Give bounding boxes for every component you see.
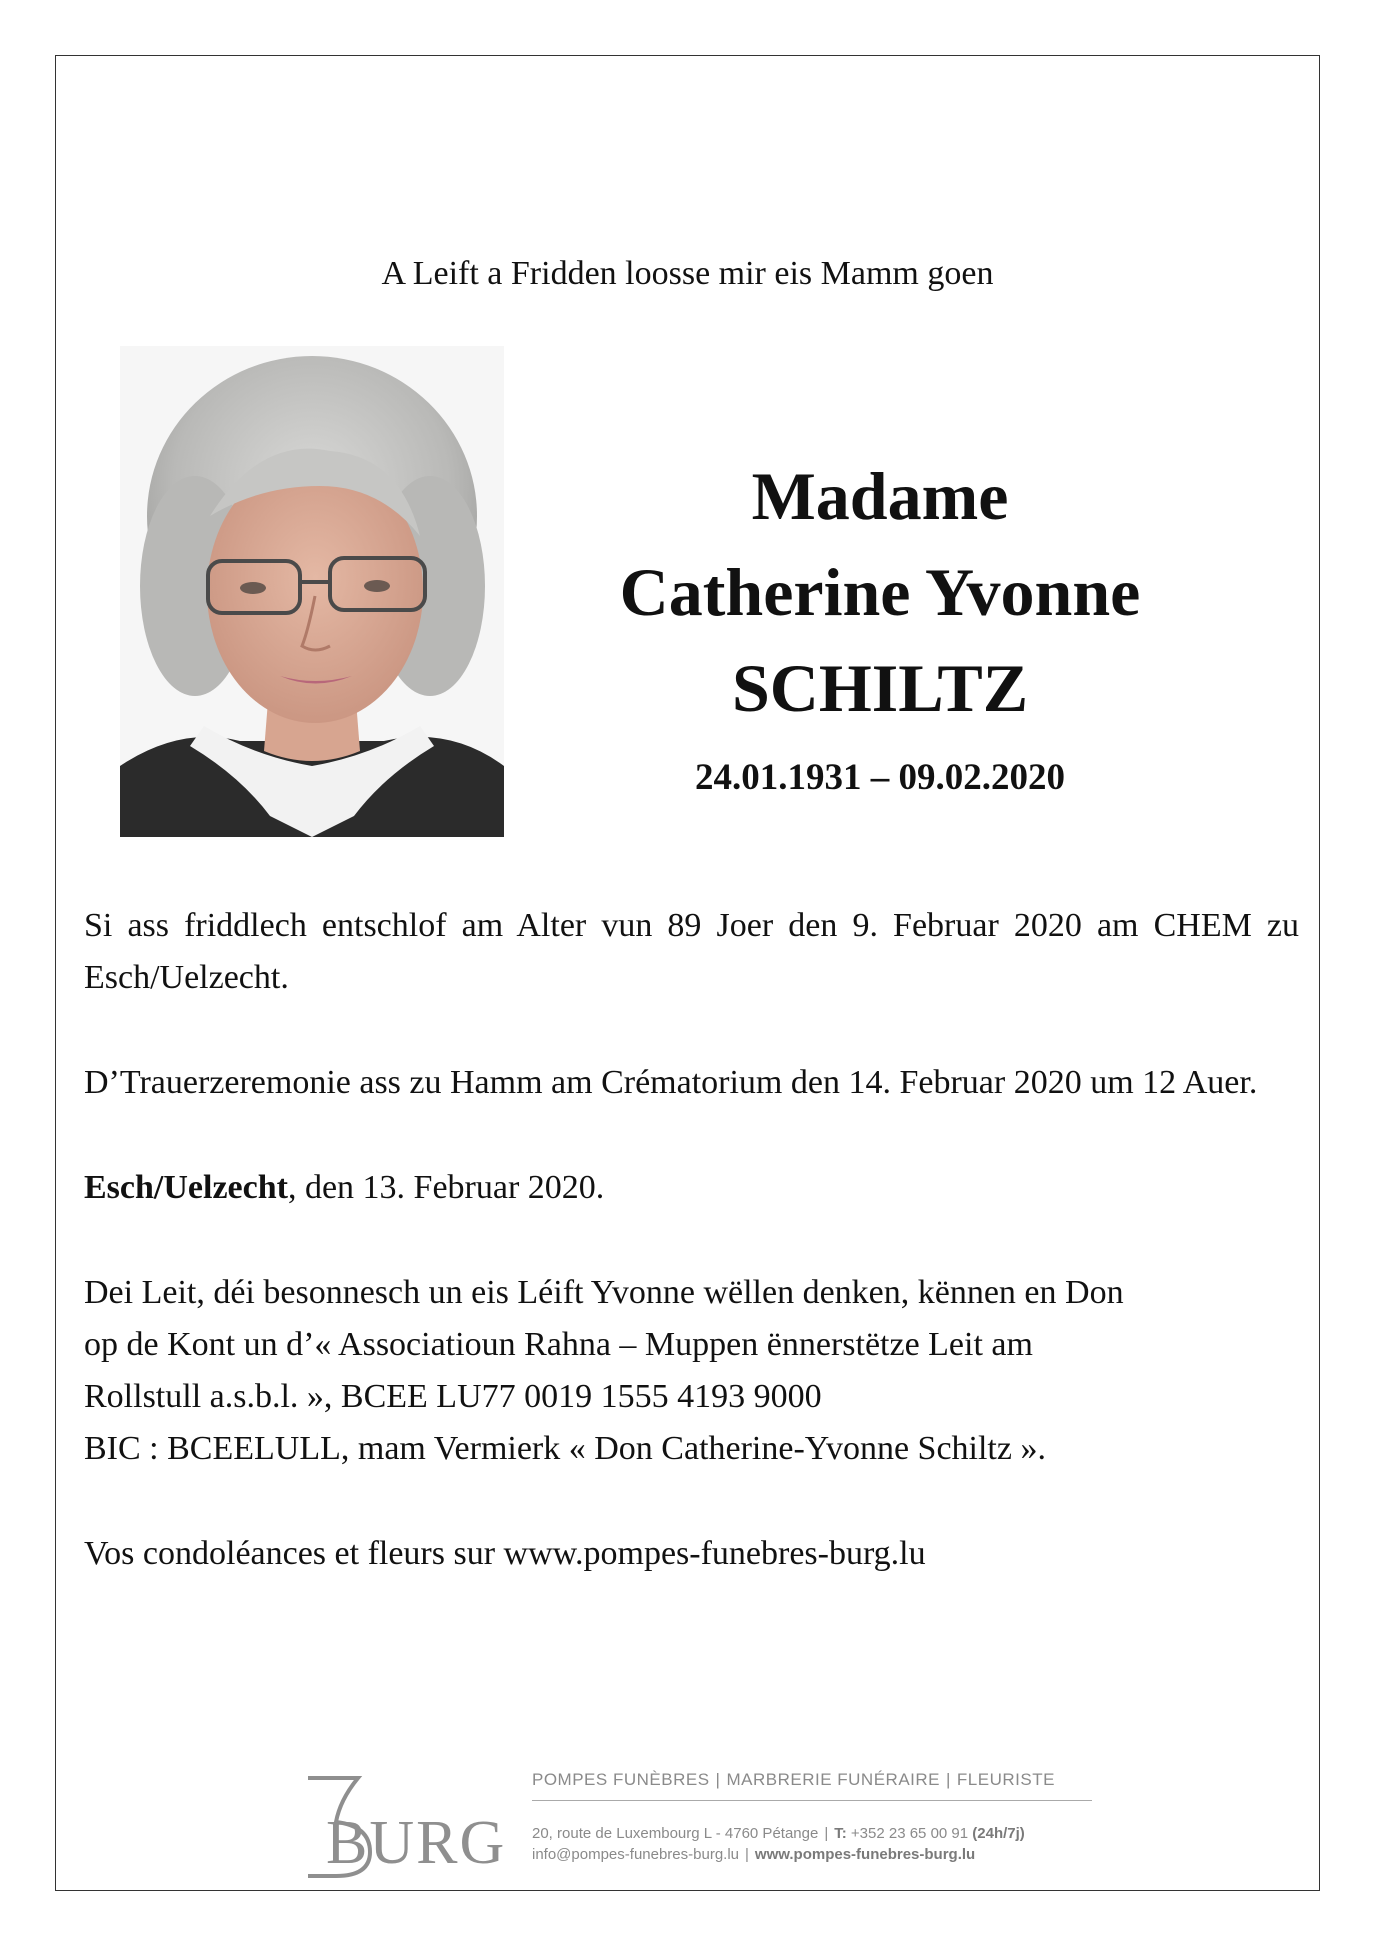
- life-dates: 24.01.1931 – 09.02.2020: [695, 757, 1065, 798]
- email-link[interactable]: info@pompes-funebres-burg.lu: [532, 1846, 740, 1863]
- deceased-name-block: [560, 448, 1200, 799]
- announcement-body: [84, 900, 1299, 1633]
- separator: |: [715, 1770, 721, 1789]
- service-marble: MARBRERIE FUNÉRAIRE: [726, 1770, 940, 1789]
- separator: |: [745, 1846, 749, 1863]
- condolences-paragraph: Vos condoléances et fleurs sur www.pompes-funebres-burg.lu: [84, 1535, 926, 1572]
- place-date-paragraph: [84, 1162, 1299, 1214]
- phone-number: +352 23 65 00 91: [850, 1825, 969, 1842]
- logo-wordmark: BURG: [326, 1809, 507, 1877]
- footer-info: [532, 1770, 1092, 1863]
- donation-line-1: Dei Leit, déi besonnesch un eis Léift Yvonne wëllen denken, kënnen en Don: [84, 1274, 1124, 1311]
- phone-label: T:: [834, 1825, 847, 1842]
- motto: A Leift a Fridden loosse mir eis Mamm goen: [381, 255, 994, 292]
- portrait-photo: [120, 346, 504, 837]
- portrait-illustration: [120, 346, 504, 837]
- service-florist: FLEURISTE: [956, 1770, 1055, 1789]
- donation-line-3: Rollstull a.s.b.l. », BCEE LU77 0019 1555 4193 9000: [84, 1378, 822, 1415]
- footer-contact-line: [532, 1846, 1092, 1863]
- footer-address-line: [532, 1825, 1092, 1842]
- phone-hours: (24h/7j): [972, 1825, 1025, 1842]
- ceremony-paragraph: D’Trauerzeremonie ass zu Hamm am Crématorium den 14. Februar 2020 um 12 Auer.: [84, 1064, 1258, 1101]
- burg-logo: [300, 1770, 507, 1880]
- service-funeral: POMPES FUNÈBRES: [532, 1770, 710, 1789]
- separator: |: [824, 1825, 829, 1842]
- footer: [300, 1770, 1300, 1880]
- place-name: Esch/Uelzecht: [84, 1169, 288, 1206]
- surname: SCHILTZ: [731, 650, 1029, 726]
- separator: |: [946, 1770, 951, 1789]
- honorific: Madame: [751, 458, 1009, 534]
- donation-line-4: BIC : BCEELULL, mam Vermierk « Don Catherine-Yvonne Schiltz ».: [84, 1430, 1046, 1467]
- place-date: , den 13. Februar 2020.: [287, 1169, 605, 1206]
- website-link[interactable]: www.pompes-funebres-burg.lu: [754, 1846, 976, 1863]
- address: 20, route de Luxembourg L - 4760 Pétange: [532, 1825, 819, 1842]
- death-paragraph: Si ass friddlech entschlof am Alter vun 89 Joer den 9. Februar 2020 am CHEM zu Esch/Uelzecht.: [84, 907, 1299, 996]
- donation-line-2: op de Kont un d’« Associatioun Rahna – Muppen ënnerstëtze Leit am: [84, 1326, 1033, 1363]
- given-names: Catherine Yvonne: [619, 554, 1141, 630]
- donation-paragraph: [84, 1267, 1299, 1475]
- footer-services: [532, 1770, 1092, 1801]
